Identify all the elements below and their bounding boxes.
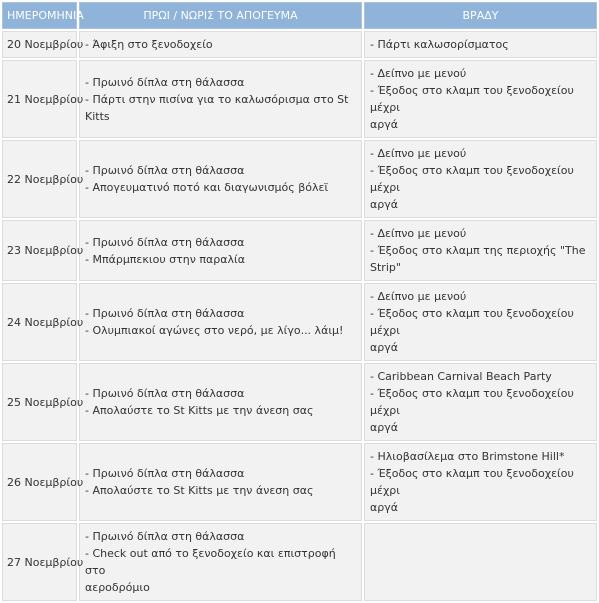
evening-cell xyxy=(364,220,597,281)
morning-afternoon-cell xyxy=(79,220,362,281)
evening-cell xyxy=(364,31,597,58)
activity-line: - Απολαύστε το St Kitts με την άνεση σας xyxy=(85,404,314,417)
table-row xyxy=(2,443,597,521)
activity-line: - Πρωινό δίπλα στη θάλασσα xyxy=(85,164,245,177)
activity-line: - Πάρτι στην πισίνα για το καλωσόρισμα στο St Kitts xyxy=(85,92,349,123)
activity-line: - Πρωινό δίπλα στη θάλασσα xyxy=(85,467,245,480)
activity-line: - Δείπνο με μενού xyxy=(370,147,467,160)
morning-afternoon-cell xyxy=(79,523,362,601)
date-cell: 21 Νοεμβρίου xyxy=(2,60,77,138)
activity-line: - Check out από το ξενοδοχείο και επιστροφή στο xyxy=(85,547,336,577)
activity-line: - Δείπνο με μενού xyxy=(370,67,467,80)
date-cell: 25 Νοεμβρίου xyxy=(2,363,77,441)
table-row xyxy=(2,283,597,361)
activity-line: - Πρωινό δίπλα στη θάλασσα xyxy=(85,387,245,400)
header-row xyxy=(2,2,597,29)
activity-line: - Πρωινό δίπλα στη θάλασσα xyxy=(85,235,245,249)
morning-afternoon-cell xyxy=(79,443,362,521)
table-row xyxy=(2,140,597,218)
activity-line: - Πρωινό δίπλα στη θάλασσα xyxy=(85,75,245,89)
activity-line: - Απογευματινό ποτό και διαγωνισμός βόλεϊ xyxy=(85,181,329,194)
morning-afternoon-cell xyxy=(79,363,362,441)
morning-afternoon-cell xyxy=(79,31,362,58)
activity-line: - Έξοδος στο κλαμπ του ξενοδοχείου μέχρι xyxy=(370,164,574,194)
activity-line: - Πρωινό δίπλα στη θάλασσα xyxy=(85,307,245,320)
header-date: ΗΜΕΡΟΜΗΝΙΑ xyxy=(2,2,77,29)
header-morning-afternoon: ΠΡΩΙ / ΝΩΡΙΣ ΤΟ ΑΠΟΓΕΥΜΑ xyxy=(79,2,362,29)
activity-line: - Απολαύστε το St Kitts με την άνεση σας xyxy=(85,484,314,497)
evening-cell xyxy=(364,443,597,521)
evening-cell xyxy=(364,363,597,441)
evening-cell xyxy=(364,523,597,601)
activity-line: αεροδρόμιο xyxy=(85,581,150,594)
morning-afternoon-cell xyxy=(79,140,362,218)
activity-line: - Δείπνο με μενού xyxy=(370,290,467,303)
activity-line: αργά xyxy=(370,198,398,211)
activity-line: αργά xyxy=(370,341,398,354)
activity-line: - Έξοδος στο κλαμπ του ξενοδοχείου μέχρι xyxy=(370,387,574,417)
activity-line: - Μπάρμπεκιου στην παραλία xyxy=(85,252,245,266)
header-evening: ΒΡΑΔΥ xyxy=(364,2,597,29)
morning-afternoon-cell xyxy=(79,283,362,361)
activity-line: - Δείπνο με μενού xyxy=(370,227,467,240)
date-cell: 22 Νοεμβρίου xyxy=(2,140,77,218)
table-row xyxy=(2,220,597,281)
activity-line: - Έξοδος στο κλαμπ του ξενοδοχείου μέχρι xyxy=(370,307,574,337)
table-row xyxy=(2,60,597,138)
schedule-body xyxy=(2,31,597,601)
activity-line: - Caribbean Carnival Beach Party xyxy=(370,370,552,383)
date-cell: 27 Νοεμβρίου xyxy=(2,523,77,601)
date-cell: 20 Νοεμβρίου xyxy=(2,31,77,58)
activity-line: - Έξοδος στο κλαμπ του ξενοδοχείου μέχρι xyxy=(370,84,574,114)
activity-line: - Έξοδος στο κλαμπ του ξενοδοχείου μέχρι xyxy=(370,467,574,497)
activity-line: αργά xyxy=(370,421,398,434)
evening-cell xyxy=(364,283,597,361)
date-cell: 23 Νοεμβρίου xyxy=(2,220,77,281)
activity-line: - Πρωινό δίπλα στη θάλασσα xyxy=(85,530,245,543)
date-cell: 26 Νοεμβρίου xyxy=(2,443,77,521)
evening-cell xyxy=(364,140,597,218)
table-row xyxy=(2,523,597,601)
activity-line: - Ολυμπιακοί αγώνες στο νερό, με λίγο... λάιμ! xyxy=(85,324,344,337)
activity-line: αργά xyxy=(370,501,398,514)
activity-line: αργά xyxy=(370,118,398,131)
evening-cell xyxy=(364,60,597,138)
table-row xyxy=(2,363,597,441)
morning-afternoon-cell xyxy=(79,60,362,138)
table-row xyxy=(2,31,597,58)
date-cell: 24 Νοεμβρίου xyxy=(2,283,77,361)
activity-line: - Έξοδος στο κλαμπ της περιοχής "The Strip" xyxy=(370,244,586,274)
activity-line: - Άφιξη στο ξενοδοχείο xyxy=(85,38,213,51)
activity-line: - Ηλιοβασίλεμα στο Brimstone Hill* xyxy=(370,450,565,463)
activity-line: - Πάρτι καλωσορίσματος xyxy=(370,38,509,51)
